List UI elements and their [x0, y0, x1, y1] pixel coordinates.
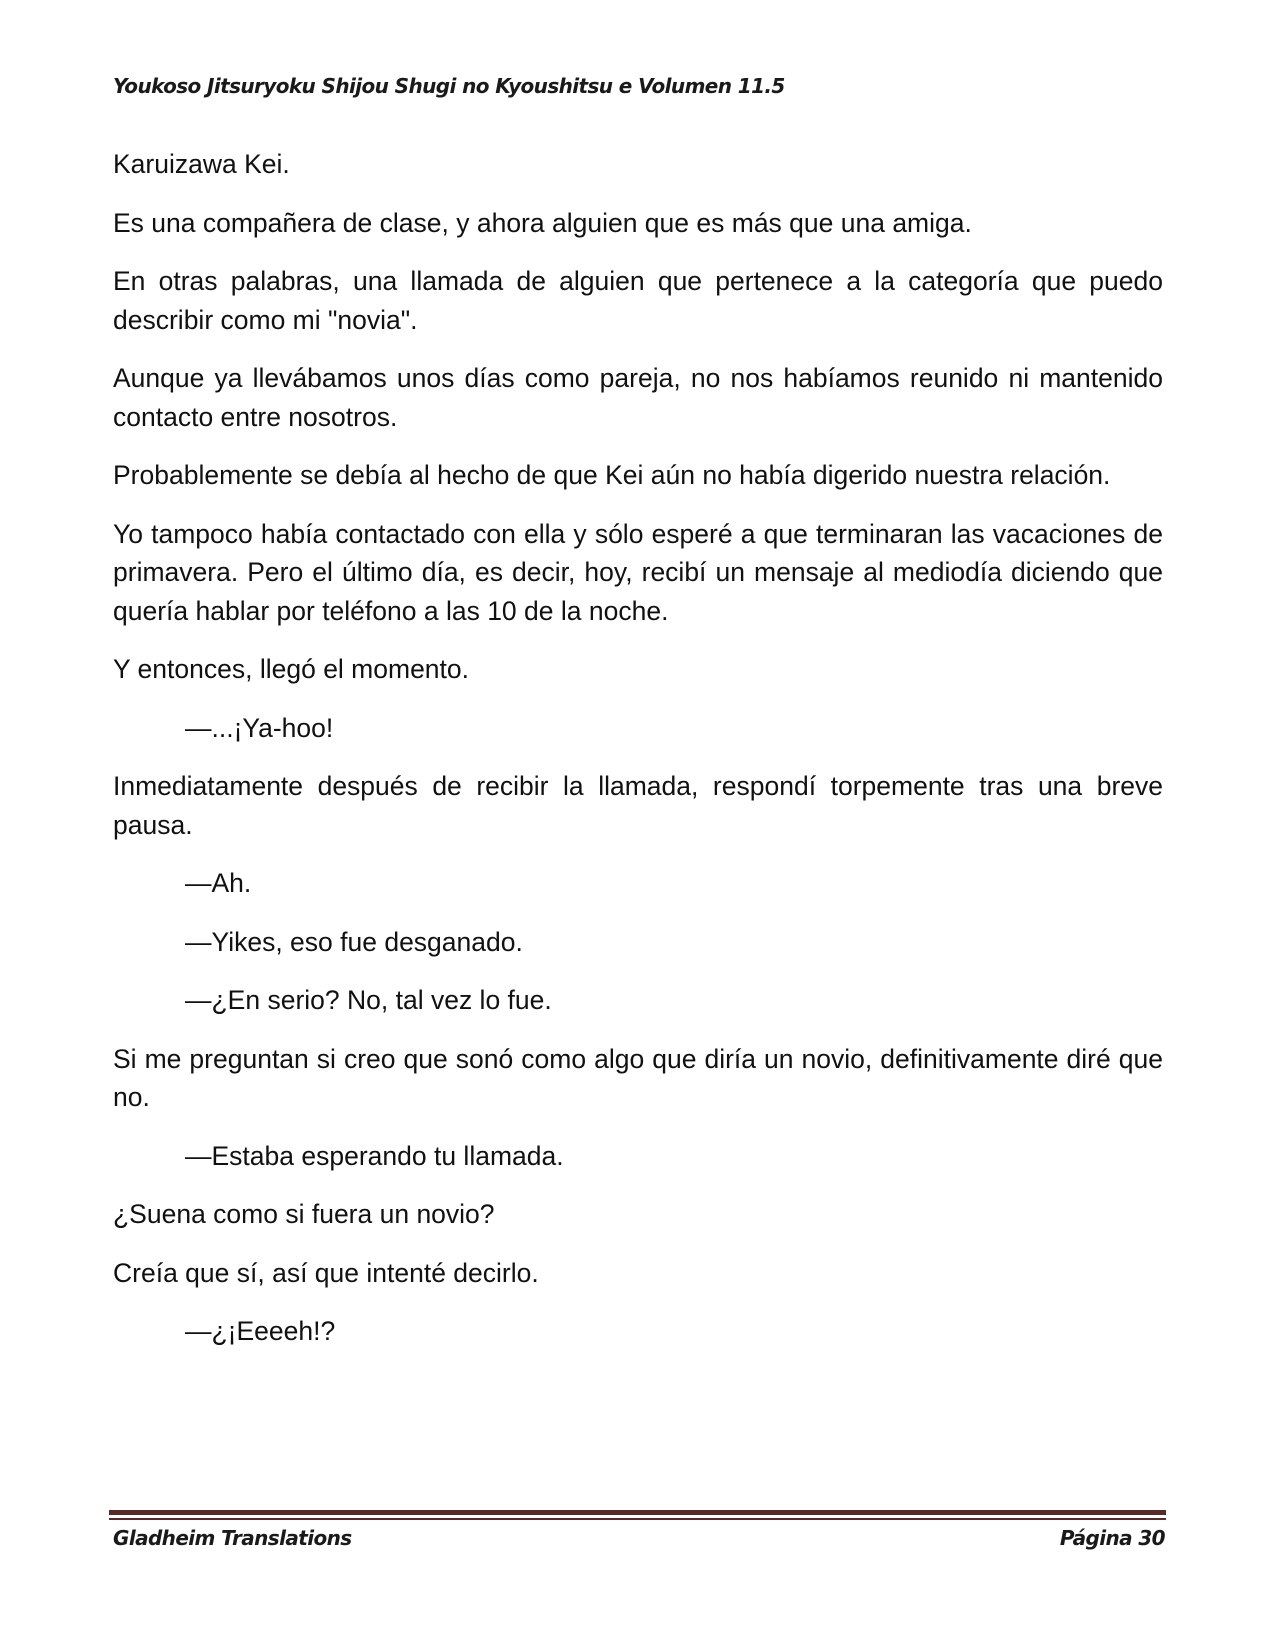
page-header-title: Youkoso Jitsuryoku Shijou Shugi no Kyoushitsu e Volumen 11.5	[113, 74, 785, 98]
paragraph: Aunque ya llevábamos unos días como pareja, no nos habíamos reunido ni mantenido contacto entre nosotros.	[113, 363, 1163, 432]
dialogue-line: —...¡Ya-hoo!	[185, 712, 334, 743]
footer-translator-credit: Gladheim Translations	[113, 1526, 352, 1550]
dialogue-line: —Ah.	[185, 868, 252, 898]
page-body	[113, 145, 1163, 1371]
dialogue-line: —Estaba esperando tu llamada.	[185, 1140, 564, 1171]
paragraph: Yo tampoco había contactado con ella y sólo esperé a que terminaran las vacaciones de primavera. Pero el último día, es decir, hoy, recibí un mensaje al mediodía diciendo que quería hablar por teléfono a las 10 de la noche.	[113, 518, 1163, 626]
paragraph: Inmediatamente después de recibir la llamada, respondí torpemente tras una breve pausa.	[113, 771, 1163, 840]
dialogue-line: —¿¡Eeeeh!?	[185, 1316, 336, 1346]
footer-divider-thin	[109, 1518, 1166, 1520]
dialogue-line: —Yikes, eso fue desganado.	[185, 926, 523, 957]
footer-page-number: Página 30	[1059, 1526, 1165, 1550]
paragraph: Si me preguntan si creo que sonó como algo que diría un novio, definitivamente diré que no.	[113, 1043, 1163, 1112]
dialogue-line: —¿En serio? No, tal vez lo fue.	[185, 985, 552, 1015]
footer-divider-thick	[109, 1510, 1166, 1515]
paragraph: ¿Suena como si fuera un novio?	[113, 1199, 495, 1229]
paragraph: Karuizawa Kei.	[113, 149, 290, 179]
paragraph: En otras palabras, una llamada de alguien que pertenece a la categoría que puedo describir como mi "novia".	[113, 266, 1163, 335]
paragraph: Creía que sí, así que intenté decirlo.	[113, 1257, 539, 1288]
paragraph: Y entonces, llegó el momento.	[113, 654, 470, 684]
paragraph: Probablemente se debía al hecho de que Kei aún no había digerido nuestra relación.	[113, 460, 1111, 490]
paragraph: Es una compañera de clase, y ahora alguien que es más que una amiga.	[113, 207, 972, 238]
